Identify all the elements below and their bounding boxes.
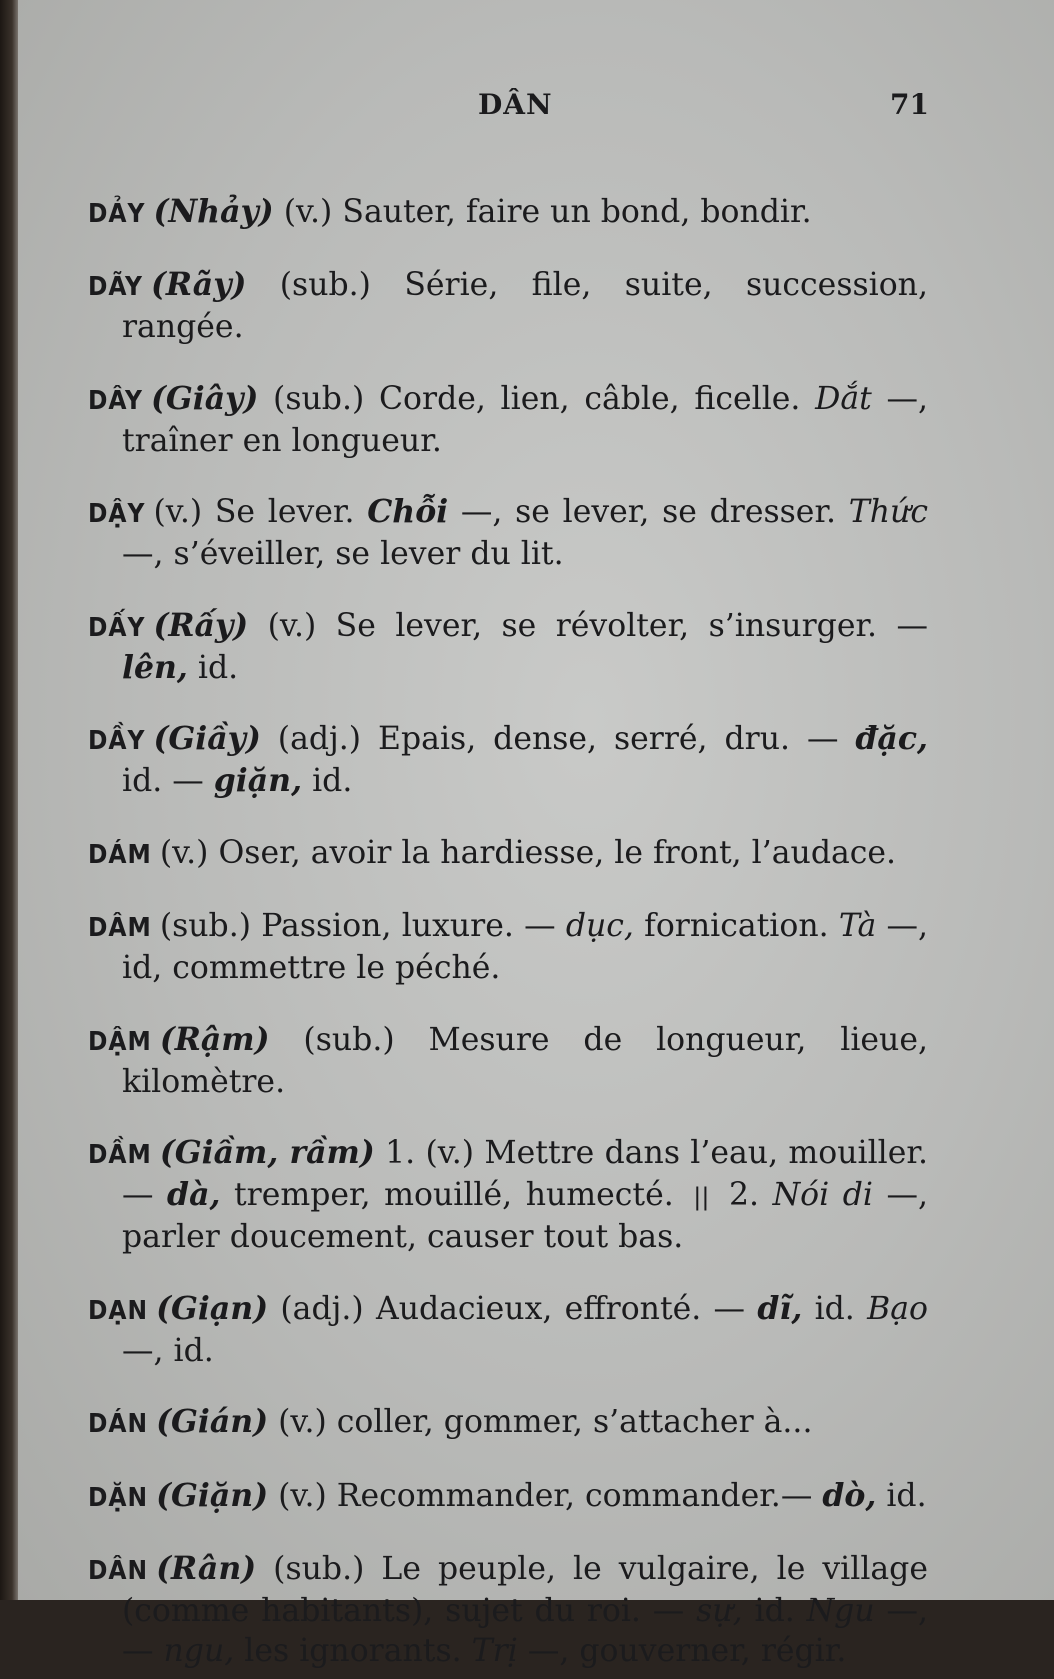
entry-text: —, traîner en longueur. xyxy=(122,380,929,459)
entry-italic-term: lên, xyxy=(122,648,188,686)
entry-text: (sub.) Corde, lien, câble, ficelle. xyxy=(258,380,816,417)
dictionary-entry xyxy=(88,719,928,801)
entry-variant-form: (Rậm) xyxy=(159,1020,270,1058)
entry-text: (adj.) Epais, dense, serré, dru. — xyxy=(260,721,856,757)
entry-italic-term: Ngu xyxy=(806,1593,875,1629)
entry-variant-form: (Giạn) xyxy=(156,1289,269,1327)
entry-variant-form: (Rân) xyxy=(156,1550,257,1587)
entry-italic-term: Dắt xyxy=(815,380,872,417)
entry-headword: DÂM xyxy=(88,913,152,943)
dictionary-entry xyxy=(88,379,928,461)
entry-headword: DÁN xyxy=(88,1409,149,1439)
dictionary-entry xyxy=(88,1402,928,1444)
entry-text: (sub.) Le peuple, le vulgaire, le village (comme habitants), sujet du roi. — xyxy=(122,1551,928,1629)
entry-text: id. xyxy=(742,1593,807,1629)
dictionary-entry xyxy=(88,1133,928,1257)
entry-headword: DẤY xyxy=(88,612,146,643)
entry-italic-term: Chỗi xyxy=(367,493,449,530)
entry-text: (sub.) Mesure de longueur, lieue, kilomètre. xyxy=(122,1021,928,1100)
entry-italic-term: sự, xyxy=(696,1593,743,1629)
entry-text: (sub.) Série, file, suite, succession, rangée. xyxy=(122,267,928,345)
running-head-word: DÂN xyxy=(478,88,553,121)
entry-variant-form: (Gián) xyxy=(156,1403,269,1440)
entry-text: (v.) coller, gommer, s’attacher à... xyxy=(268,1404,813,1440)
entry-text: (v.) Se lever. xyxy=(153,494,368,530)
entry-text: (v.) Sauter, faire un bond, bondir. xyxy=(273,193,812,230)
entry-text: —, parler doucement, causer tout bas. xyxy=(122,1177,928,1255)
entry-italic-term: Bạo xyxy=(867,1290,928,1327)
entry-headword: DẦY xyxy=(88,726,146,756)
dictionary-entry xyxy=(88,1476,928,1518)
dictionary-page xyxy=(18,0,1054,1669)
entry-headword: DẢY xyxy=(88,198,146,229)
entry-text: tremper, mouillé, humecté. xyxy=(220,1177,688,1213)
entry-text: id. — xyxy=(122,763,214,799)
entry-headword: DẬY xyxy=(88,499,146,529)
entry-text: fornication. xyxy=(633,908,839,944)
entry-text: id. xyxy=(302,763,353,799)
entry-variant-form: (Rấy) xyxy=(153,606,249,644)
dictionary-entry xyxy=(88,606,928,688)
entry-text: (adj.) Audacieux, effronté. — xyxy=(268,1290,758,1327)
entry-text: —, id. xyxy=(122,1332,214,1369)
entry-headword: DÂY xyxy=(88,385,143,416)
entry-italic-term: Tà xyxy=(838,908,877,944)
entry-variant-form: (Giặn) xyxy=(156,1476,269,1514)
entry-italic-term: Thức xyxy=(848,494,928,530)
entry-variant-form: (Nhảy) xyxy=(153,192,274,230)
page-number: 71 xyxy=(890,88,929,121)
entry-text: les ignorants. xyxy=(234,1633,472,1669)
entry-text: (sub.) Passion, luxure. — xyxy=(159,908,566,944)
dictionary-entry xyxy=(88,1289,928,1371)
dictionary-entry xyxy=(88,265,928,347)
entry-text: id. xyxy=(876,1477,927,1514)
entry-italic-term: dò, xyxy=(822,1476,877,1514)
entry-text: (v.) Recommander, commander.— xyxy=(268,1477,823,1514)
entry-italic-term: dĩ, xyxy=(757,1289,803,1327)
entry-variant-form: (Giây) xyxy=(150,379,259,417)
entry-text: (v.) Se lever, se révolter, s’insurger. — xyxy=(248,607,928,644)
entry-variant-form: (Giầy) xyxy=(153,720,261,757)
dictionary-entries xyxy=(88,160,928,1679)
entry-italic-term: Nói di xyxy=(772,1177,873,1213)
dictionary-entry xyxy=(88,906,928,988)
entry-headword: DẦM xyxy=(88,1140,152,1170)
dictionary-entry xyxy=(88,1020,928,1102)
entry-headword: DÁM xyxy=(88,839,152,870)
entry-variant-form: (Giầm, rầm) xyxy=(159,1134,375,1171)
entry-italic-term: đặc, xyxy=(855,720,928,757)
entry-headword: DÂN xyxy=(88,1556,149,1586)
entry-headword: DẬM xyxy=(88,1026,152,1057)
dictionary-entry xyxy=(88,833,928,875)
entry-italic-term: ngu, xyxy=(163,1633,235,1669)
dictionary-entry xyxy=(88,492,928,574)
entry-text: —, id, commettre le péché. xyxy=(122,908,928,986)
entry-headword: DẶN xyxy=(88,1482,149,1513)
entry-variant-form: (Rãy) xyxy=(150,266,247,303)
entry-text: —, gouverner, régir. xyxy=(517,1633,847,1669)
entry-italic-term: Trị xyxy=(471,1633,518,1669)
running-head xyxy=(18,88,1054,128)
dictionary-entry xyxy=(88,1549,928,1671)
entry-italic-term: || xyxy=(693,1183,710,1211)
entry-italic-term: giặn, xyxy=(213,762,303,799)
book-spine-shadow xyxy=(0,0,20,1600)
entry-headword: DÃY xyxy=(88,272,143,302)
entry-text: 2. xyxy=(715,1177,773,1213)
entry-italic-term: dục, xyxy=(565,908,634,944)
entry-headword: DẠN xyxy=(88,1295,149,1326)
entry-text: —, — xyxy=(122,1593,928,1669)
entry-text: —, s’éveiller, se lever du lit. xyxy=(122,536,564,572)
entry-text: 1. (v.) Mettre dans l’eau, mouiller. — xyxy=(122,1135,929,1213)
dictionary-entry xyxy=(88,192,928,234)
entry-text: (v.) Oser, avoir la hardiesse, le front, l’audace. xyxy=(159,834,897,871)
entry-text: id. xyxy=(802,1290,868,1327)
entry-text: —, se lever, se dresser. xyxy=(448,494,849,530)
entry-text: id. xyxy=(187,649,239,686)
entry-italic-term: dà, xyxy=(167,1176,221,1213)
